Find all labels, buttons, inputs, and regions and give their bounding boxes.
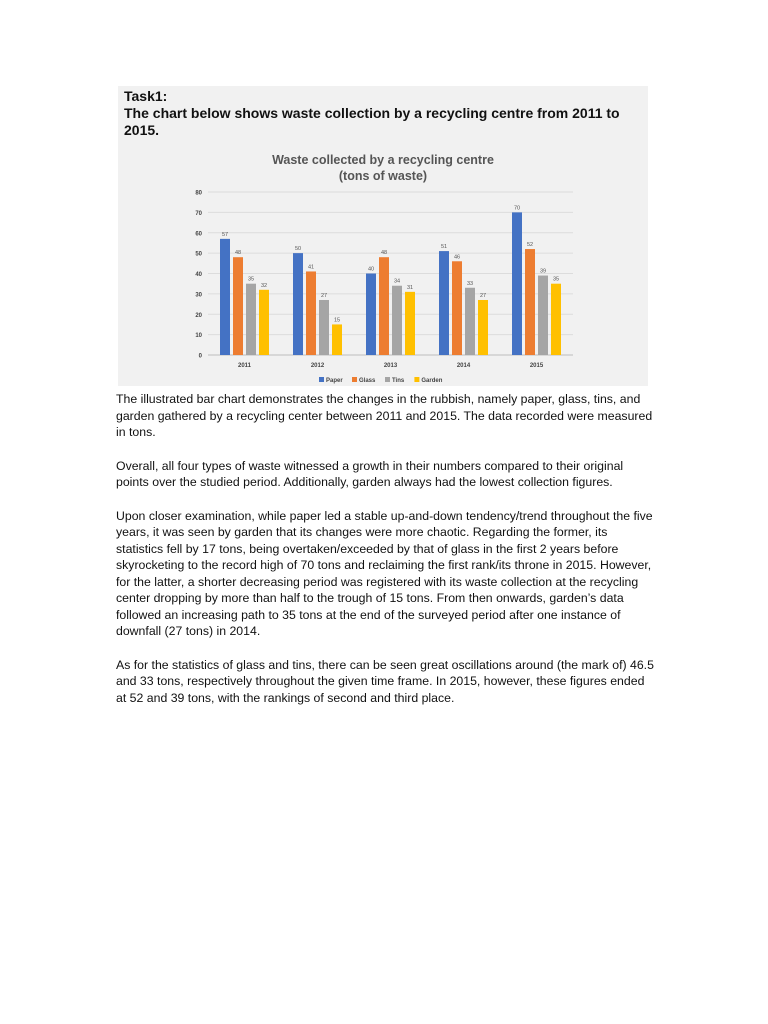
legend-label-paper: Paper <box>326 378 343 384</box>
essay-paragraph-3: Upon closer examination, while paper led a stable up-and-down tendency/trend throughout the five years, it was seen by garden that its changes were more chaotic. Regarding the former, its statistics fell by 17 tons, being overtaken/exceeded by that of glass in the first 2 years before skyrocketing to the record high of 70 tons and reclaiming the first rank/its throne in 2015. However, for the latter, a shorter decreasing period was registered with its waste collection at the recycling center dropping by more than half to the trough of 15 tons. From then onwards, garden’s data followed an increasing path to 35 tons at the end of the surveyed period after one instance of downfall (27 tons) in 2014. <box>116 508 653 638</box>
task-image <box>118 86 648 386</box>
bar-glass <box>525 249 535 355</box>
essay <box>116 391 656 723</box>
bar-garden <box>332 324 342 355</box>
y-tick-label: 40 <box>195 272 202 278</box>
bar-value-label: 70 <box>513 205 521 212</box>
y-tick-label: 30 <box>195 292 202 299</box>
bar-value-label: 51 <box>440 244 448 251</box>
y-tick-label: 70 <box>195 210 202 217</box>
bar-chart <box>118 86 648 386</box>
y-tick-label: 0 <box>198 353 202 360</box>
x-tick-label: 2015 <box>529 363 544 369</box>
y-tick-label: 50 <box>195 251 202 258</box>
bar-value-label: 52 <box>526 242 534 249</box>
bar-value-label: 40 <box>367 266 375 273</box>
bar-garden <box>478 300 488 355</box>
bar-value-label: 27 <box>320 292 328 299</box>
bar-glass <box>306 271 316 355</box>
bar-value-label: 57 <box>221 231 229 238</box>
bar-value-label: 41 <box>307 264 315 271</box>
bar-value-label: 48 <box>234 250 242 257</box>
task-prompt: The chart below shows waste collection by a recycling centre from 2011 to 2015. <box>124 105 620 138</box>
essay-paragraph-2: Overall, all four types of waste witnessed a growth in their numbers compared to their original points over the studied period. Additionally, garden always had the lowest collection figures. <box>116 458 624 489</box>
essay-paragraph-1: The illustrated bar chart demonstrates the changes in the rubbish, namely paper, glass, tins, and garden gathered by a recycling center between 2011 and 2015. The data recorded were measured in tons. <box>116 392 653 439</box>
legend-swatch-glass <box>352 377 357 382</box>
bar-paper <box>293 253 303 355</box>
x-tick-label: 2012 <box>310 363 325 369</box>
bar-glass <box>233 257 243 355</box>
y-tick-label: 80 <box>195 190 202 197</box>
bar-value-label: 34 <box>393 278 401 285</box>
task-label: Task1: <box>124 88 168 104</box>
legend-label-glass: Glass <box>359 378 376 384</box>
bar-paper <box>512 212 522 355</box>
x-tick-label: 2013 <box>383 363 398 369</box>
bar-tins <box>538 276 548 355</box>
bar-garden <box>551 284 561 355</box>
x-tick-label: 2011 <box>237 363 252 369</box>
legend-swatch-garden <box>414 377 419 382</box>
bar-value-label: 48 <box>380 250 388 257</box>
bar-value-label: 35 <box>247 276 255 283</box>
x-tick-label: 2014 <box>456 363 471 369</box>
bar-value-label: 31 <box>406 284 414 291</box>
bar-value-label: 15 <box>333 317 341 324</box>
bar-garden <box>259 290 269 355</box>
bar-glass <box>452 261 462 355</box>
y-tick-label: 10 <box>195 333 202 340</box>
legend-swatch-paper <box>319 377 324 382</box>
chart-title: Waste collected by a recycling centre <box>272 153 494 167</box>
bar-tins <box>246 284 256 355</box>
chart-subtitle: (tons of waste) <box>338 169 428 183</box>
legend-swatch-tins <box>385 377 390 382</box>
bar-paper <box>366 274 376 356</box>
bar-glass <box>379 257 389 355</box>
legend-label-tins: Tins <box>392 378 405 384</box>
bar-tins <box>465 288 475 355</box>
bar-value-label: 33 <box>466 280 474 287</box>
bar-value-label: 32 <box>260 282 268 289</box>
bar-tins <box>392 286 402 355</box>
y-tick-label: 60 <box>195 231 202 238</box>
bar-tins <box>319 300 329 355</box>
bar-value-label: 27 <box>479 292 487 299</box>
bar-paper <box>220 239 230 355</box>
y-tick-label: 20 <box>195 312 202 319</box>
bar-value-label: 35 <box>552 276 560 283</box>
essay-paragraph-4: As for the statistics of glass and tins, there can be seen great oscillations around (the mark of) 46.5 and 33 tons, respectively throughout the given time frame. In 2015, however, these figures ended at 52 and 39 tons, with the rankings of second and third place. <box>116 657 654 705</box>
legend-label-garden: Garden <box>421 378 443 384</box>
bar-value-label: 50 <box>294 246 302 253</box>
bar-garden <box>405 292 415 355</box>
bar-value-label: 46 <box>453 254 461 261</box>
bar-value-label: 39 <box>539 268 547 275</box>
bar-paper <box>439 251 449 355</box>
